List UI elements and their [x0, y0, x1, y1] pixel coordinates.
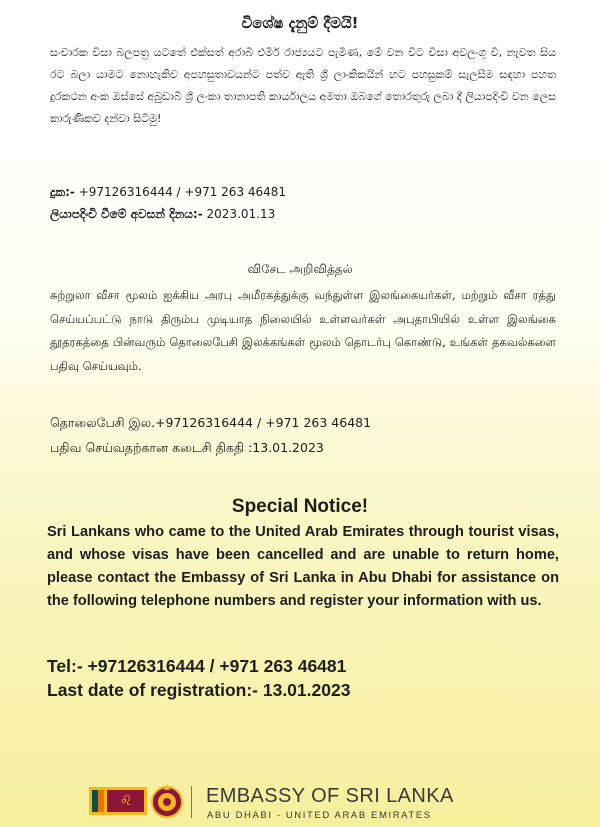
- sinhala-phone-value: +97126316444 / +971 263 46481: [78, 185, 287, 199]
- footer-divider: [191, 786, 192, 818]
- sinhala-deadline-label: ලියාපදිංචි වීමේ අවසන් දිනය:-: [50, 207, 203, 221]
- sinhala-notice-title: විශේෂ දැනුම් දීමයි!: [241, 14, 359, 32]
- sinhala-deadline-value: 2023.01.13: [206, 207, 276, 221]
- embassy-location: ABU DHABI - UNITED ARAB EMIRATES: [207, 810, 432, 821]
- tamil-notice-body: சுற்றுலா வீசா மூலம் ஐக்கிய அரபு அமீரகத்துக்கு வந்துள்ள இலங்கையர்கள், மற்றும் வீசா ரத்து செய்யப்பட்டு நாடு திரும்ப முடியாத நிலையில் உள்ளவர்கள் அபுதாபியில் உள்ள இலங்கை தூதரகத்தை பின்வரும் தொலைபேசி இலக்கங்கள் மூலம் தொடர்பு கொண்டு, உங்கள் தகவல்களை பதிவு செய்யவும்.: [50, 288, 556, 373]
- embassy-name: EMBASSY OF SRI LANKA: [206, 785, 454, 807]
- sinhala-phone-label: දුක:-: [50, 185, 75, 199]
- sinhala-notice-body: සංචාරක වීසා බලපත්‍ර යටතේ එක්සත් අරාබි එමීර් රාජ්‍යයට පැමිණ, මේ වන විට වීසා අවලංගු වී, නැවත සිය රට බලා යාමට නොහැකිව අපහසුතාවයන්ට පත්ව ඇති ශ්‍රී ලාංකිකයින් හට පහසුකම් සැලසීම සඳහා පහත දුරකථන අංක ඔස්සේ අබුඩාබි ශ්‍රී ලංකා තානාපති කාර්යාලය අමතා ඔබගේ තොරතුරු ලබා දී ලියාපදිංචි වන ලෙස කාරුණිකව දන්වා සිටිමු!: [50, 46, 556, 125]
- sinhala-phone-line: [50, 183, 286, 201]
- english-notice-body: Sri Lankans who came to the United Arab Emirates through tourist visas, and whose visas have been cancelled and are unable to return home, please contact the Embassy of Sri Lanka in Abu Dhabi for assistance on the following telephone numbers and register your information with us.: [47, 524, 559, 609]
- sri-lanka-emblem-icon: [150, 781, 184, 821]
- english-notice-title: Special Notice!: [231, 496, 369, 517]
- english-phone-line: Tel:- +97126316444 / +971 263 46481: [47, 656, 347, 676]
- tamil-deadline-line: பதிவ செய்வதற்கான கடைசி திகதி :13.01.2023: [50, 440, 324, 455]
- sri-lanka-flag-icon: ♌: [89, 787, 147, 815]
- tamil-notice-title: விசேட அறிவித்தல்: [247, 262, 353, 276]
- sinhala-deadline-line: [50, 205, 275, 223]
- english-deadline-line: Last date of registration:- 13.01.2023: [47, 680, 351, 700]
- tamil-phone-line: தொலைபேசி இல.+97126316444 / +971 263 46481: [50, 415, 372, 430]
